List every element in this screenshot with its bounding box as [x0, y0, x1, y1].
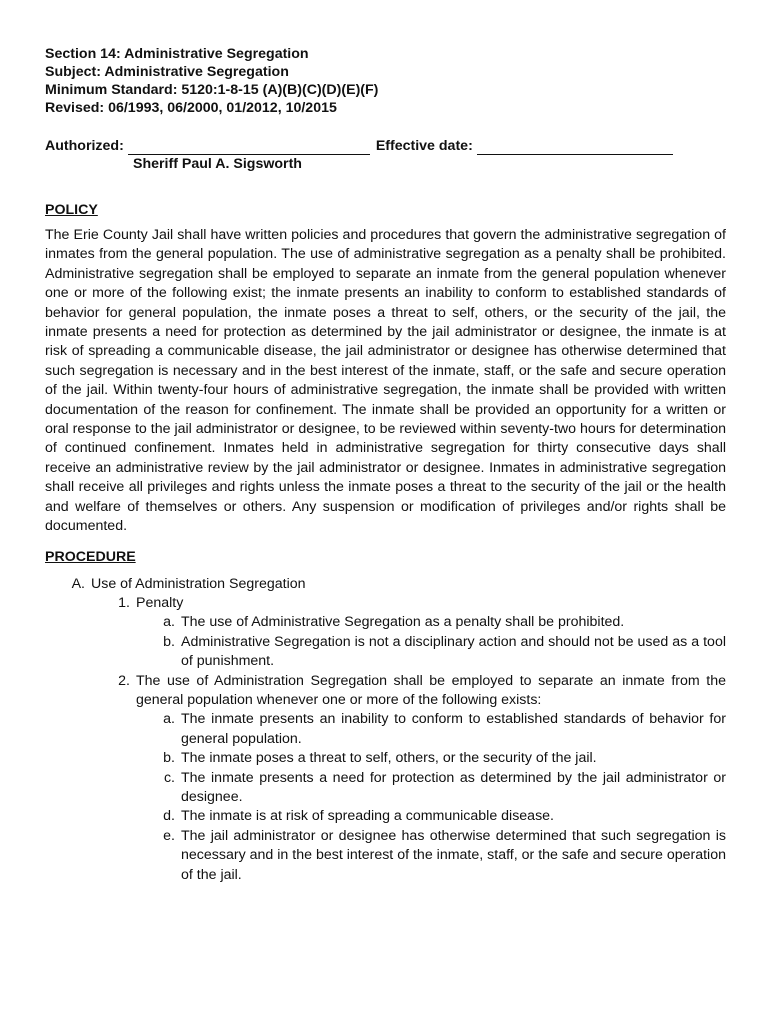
revised-line: Revised: 06/1993, 06/2000, 01/2012, 10/2015: [45, 100, 337, 116]
minimum-standard-line: Minimum Standard: 5120:1-8-15 (A)(B)(C)(D)(E)(F): [45, 82, 379, 98]
effective-date-label: Effective date:: [375, 138, 473, 154]
list-marker: d.: [163, 808, 175, 825]
procedure-item-2b: [45, 749, 726, 768]
list-item-text: The use of Administration Segregation shall be employed to separate an inmate from the general population whenever one or more of the following exists:: [136, 672, 726, 708]
list-item-text: Use of Administration Segregation: [91, 575, 306, 592]
procedure-item-a: [45, 575, 726, 594]
authorization-row: [45, 137, 726, 155]
list-item-text: The inmate is at risk of spreading a communicable disease.: [181, 808, 554, 825]
list-marker: c.: [163, 769, 175, 786]
list-item-text: The inmate presents an inability to conform to established standards of behavior for general population.: [181, 711, 726, 747]
list-item-text: The inmate poses a threat to self, others, or the security of the jail.: [181, 750, 597, 767]
procedure-item-1a: [45, 613, 726, 632]
list-marker: 1.: [118, 594, 130, 611]
procedure-item-1b: [45, 633, 726, 672]
policy-paragraph: The Erie County Jail shall have written policies and procedures that govern the administrative segregation of inmates from the general population. The use of administrative segregation as a penalty shall be prohibited. Administrative segregation shall be employed to separate an inmate from the general population whenever one or more of the following exist; the inmate presents an inability to conform to established standards of behavior for general population, the inmate poses a threat to self, others, or the security of the jail, the inmate presents a need for protection as determined by the jail administrator or designee, the inmate is at risk of spreading a communicable disease, the jail administrator or designee has otherwise determined that such segregation is necessary and in the best interest of the inmate, staff, or the safe and secure operation of the jail. Within twenty-four hours of administrative segregation, the inmate shall be provided with written documentation of the reason for confinement. The inmate shall be provided an opportunity for a written or oral response to the jail administrator or designee, to be reviewed within seventy-two hours for determination of continued confinement. Inmates held in administrative segregation for thirty consecutive days shall receive an administrative review by the jail administrator or designee. Inmates in administrative segregation shall receive all privileges and rights unless the inmate poses a threat to the security of the jail or the health and welfare of themselves or others. Any suspension or modification of privileges and/or rights shall be documented.: [45, 227, 726, 535]
signer-name: Sheriff Paul A. Sigsworth: [133, 156, 302, 172]
list-marker: a.: [163, 711, 175, 728]
policy-heading: POLICY: [45, 202, 98, 218]
procedure-item-2d: [45, 807, 726, 826]
procedure-item-1: [45, 594, 726, 613]
list-item-text: Administrative Segregation is not a disciplinary action and should not be used as a tool of punishment.: [181, 633, 726, 670]
procedure-item-2e: [45, 827, 726, 885]
authorized-signature-line: [128, 140, 370, 155]
list-marker: a.: [163, 614, 175, 631]
procedure-list: [45, 575, 726, 886]
list-marker: b.: [163, 750, 175, 767]
effective-date-line: [477, 140, 673, 155]
list-item-text: The use of Administrative Segregation as a penalty shall be prohibited.: [181, 614, 625, 631]
procedure-item-2: [45, 672, 726, 711]
list-item-text: The jail administrator or designee has otherwise determined that such segregation is necessary and in the best interest of the inmate, staff, or the safe and secure operation of the jail.: [181, 827, 726, 883]
procedure-item-2a: [45, 710, 726, 749]
procedure-item-2c: [45, 769, 726, 808]
list-marker: b.: [163, 633, 175, 650]
procedure-heading: PROCEDURE: [45, 548, 136, 565]
list-marker: A.: [71, 575, 85, 592]
section-heading: Section 14: Administrative Segregation: [45, 46, 309, 62]
list-marker: e.: [163, 827, 175, 844]
list-item-text: The inmate presents a need for protection as determined by the jail administrator or designee.: [181, 769, 726, 805]
list-marker: 2.: [118, 672, 130, 689]
list-item-text: Penalty: [136, 594, 184, 611]
authorized-label: Authorized:: [45, 138, 124, 154]
subject-line: Subject: Administrative Segregation: [45, 64, 289, 80]
